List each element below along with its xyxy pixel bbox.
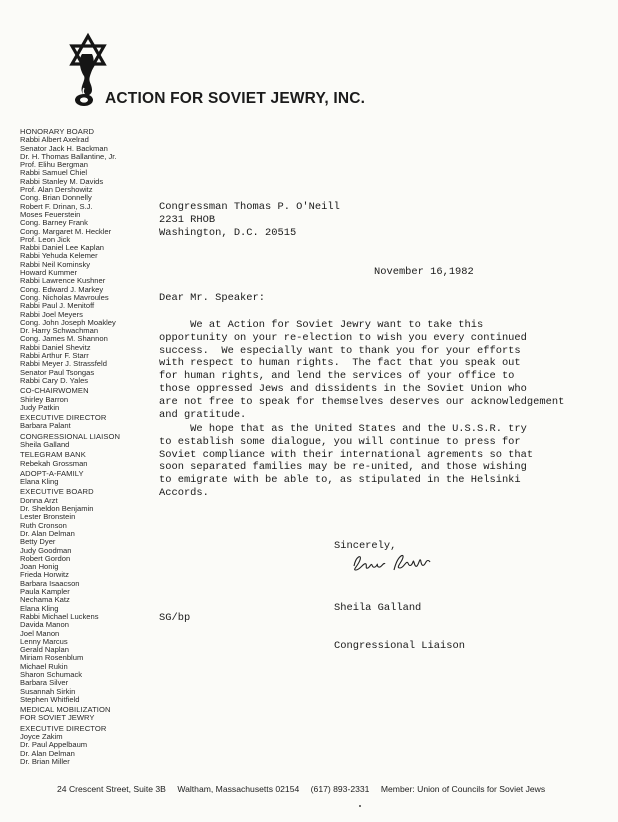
board-member-name: Joyce Zakim (20, 733, 63, 742)
board-member-name: Rabbi Meyer J. Strassfeld (20, 360, 107, 369)
board-member-name: Rebekah Grossman (20, 459, 88, 468)
recipient-line: Congressman Thomas P. O'Neill (159, 201, 340, 213)
board-member-name: Elana Kling (20, 478, 59, 487)
board-member-name: Judy Patkin (20, 403, 60, 412)
board-member-name: Cong. Edward J. Markey (20, 285, 104, 294)
board-member-name: Rabbi Joel Meyers (20, 310, 83, 319)
board-member-name: Rabbi Lawrence Kushner (20, 277, 106, 286)
board-member-name: Frieda Horwitz (20, 571, 69, 580)
footer-member: Member: Union of Councils for Soviet Jews (380, 784, 546, 794)
board-section (20, 387, 160, 412)
board-member-name: Paula Kampler (20, 588, 70, 597)
board-section (20, 725, 160, 766)
board-member-name: Prof. Leon Jick (20, 235, 71, 244)
board-section (20, 433, 160, 450)
letter-line: are not free to speak for themselves deserves our acknowledgement (159, 395, 565, 408)
board-member-name: Dr. Paul Appelbaum (20, 741, 88, 750)
board-member-name: Shirley Barron (20, 395, 69, 404)
board-member-name: Joan Honig (20, 563, 59, 572)
recipient-line: Washington, D.C. 20515 (159, 226, 297, 239)
letter-line: opportunity on your re-election to wish you every continued (159, 331, 527, 344)
board-member-name: Barbara Isaacson (20, 579, 80, 588)
letter-line: Soviet compliance with their international agrements so that (159, 448, 534, 461)
letter-line: We hope that as the United States and the U.S.S.R. try (159, 423, 527, 435)
board-member-name: Dr. H. Thomas Ballantine, Jr. (20, 152, 117, 161)
board-member-name: Sharon Schumack (20, 671, 83, 679)
board-section-heading: EXECUTIVE DIRECTOR (20, 414, 107, 423)
board-section-heading: CO-CHAIRWOMEN (20, 387, 89, 396)
board-section-heading: HONORARY BOARD (20, 128, 95, 136)
letter-line: and gratitude. (159, 408, 247, 421)
board-member-name: Michael Rukin (20, 662, 68, 671)
board-member-name: Stephen Whitfield (20, 695, 80, 704)
board-section-heading: ADOPT-A-FAMILY (20, 469, 84, 478)
board-member-name: Senator Jack H. Backman (20, 144, 108, 153)
board-member-name: Ruth Cronson (20, 521, 67, 530)
board-section (20, 414, 160, 431)
letter-line: Accords. (159, 486, 209, 499)
board-member-name: Cong. Margaret M. Heckler (20, 227, 112, 236)
footer-city: Waltham, Massachusetts 02154 (177, 784, 300, 794)
salutation: Dear Mr. Speaker: (159, 292, 266, 304)
letter-line: success. We especially want to thank you for your efforts (159, 344, 521, 357)
board-member-name: Joel Manon (20, 629, 60, 638)
organization-name: ACTION FOR SOVIET JEWRY, INC. (105, 90, 366, 107)
board-member-name: Rabbi Michael Luckens (20, 612, 99, 621)
board-member-name: Rabbi Daniel Shevitz (20, 343, 91, 352)
board-member-name: Moses Feuerstein (20, 210, 81, 219)
board-member-name: Cong. Nicholas Mavroules (20, 293, 109, 302)
board-member-name: Gerald Naplan (20, 646, 69, 655)
board-member-name: Judy Goodman (20, 546, 72, 555)
board-member-name: Dr. Harry Schwachman (20, 327, 99, 336)
letter-paragraph (159, 319, 564, 421)
handwritten-signature (350, 548, 434, 576)
letter-line: for human rights, and lend the services of your office to (159, 370, 515, 383)
recipient-address (159, 201, 340, 239)
board-member-name: Rabbi Samuel Chiel (20, 169, 88, 178)
board-member-name: Howard Kummer (20, 269, 77, 278)
board-member-name: Susannah Sirkin (20, 687, 76, 696)
board-member-name: Cong. John Joseph Moakley (20, 318, 116, 327)
signer-name: Sheila Galland (334, 601, 422, 614)
board-member-name: Rabbi Yehuda Kelemer (20, 252, 98, 261)
board-member-name: Rabbi Cary D. Yales (20, 376, 89, 385)
board-member-name: Rabbi Daniel Lee Kaplan (20, 244, 105, 253)
footer-phone: (617) 893-2331 (310, 784, 370, 794)
board-section (20, 128, 160, 385)
letter-line: with respect to human rights. The fact that you speak out (159, 357, 521, 370)
board-section (20, 470, 160, 487)
signer-block (334, 576, 465, 666)
letter-line: soon separated families may be re-united, and those wishing (159, 461, 527, 474)
board-member-name: Lester Bronstein (20, 513, 76, 522)
board-member-name: Cong. Brian Donnelly (20, 194, 92, 203)
board-member-name: Robert Gordon (20, 554, 71, 563)
board-section (20, 451, 160, 468)
typist-initials: SG/bp (159, 612, 191, 624)
board-member-name: Cong. Barney Frank (20, 219, 88, 228)
letter-paragraph (159, 423, 533, 500)
board-member-name: Miriam Rosenblum (20, 654, 84, 663)
board-member-name: Senator Paul Tsongas (20, 368, 95, 377)
signer-title: Congressional Liaison (334, 639, 465, 652)
letter-date: November 16,1982 (374, 266, 474, 278)
letter-line: those oppressed Jews and dissidents in the Soviet Union who (159, 382, 527, 395)
recipient-line: 2231 RHOB (159, 213, 216, 226)
board-member-name: Prof. Alan Dershowitz (20, 186, 93, 195)
footer-street: 24 Crescent Street, Suite 3B (57, 784, 166, 794)
board-member-name: FOR SOVIET JEWRY (20, 714, 95, 723)
board-member-name: Barbara Palant (20, 422, 71, 431)
board-member-name: Dr. Alan Delman (20, 749, 75, 758)
board-section-heading: EXECUTIVE BOARD (20, 488, 94, 497)
page-mark (359, 805, 361, 807)
board-member-name: Nechama Katz (20, 596, 70, 605)
footer-address (57, 784, 597, 794)
board-section-heading: MEDICAL MOBILIZATION (20, 706, 111, 715)
board-member-name: Rabbi Albert Axelrad (20, 136, 89, 145)
board-member-name: Cong. James M. Shannon (20, 335, 108, 344)
board-member-name: Elana Kling (20, 604, 59, 613)
board-section-heading: TELEGRAM BANK (20, 451, 86, 460)
board-member-name: Donna Arzt (20, 496, 58, 505)
board-member-name: Rabbi Paul J. Menitoff (20, 302, 95, 311)
board-member-name: Dr. Sheldon Benjamin (20, 505, 94, 514)
board-member-name: Rabbi Arthur F. Starr (20, 352, 89, 361)
board-section-heading: CONGRESSIONAL LIAISON (20, 432, 121, 441)
board-section-heading: EXECUTIVE DIRECTOR (20, 724, 107, 733)
board-listing (20, 128, 160, 766)
board-member-name: Betty Dyer (20, 538, 56, 547)
board-member-name: Sheila Galland (20, 440, 70, 449)
letter-line: to emigrate with be able to, as stipulated in the Helsinki (159, 474, 521, 487)
closing: Sincerely, (334, 540, 397, 552)
board-section (20, 706, 160, 723)
board-member-name: Prof. Elihu Bergman (20, 161, 88, 170)
letter-line: to establish some dialogue, you will continue to press for (159, 435, 521, 448)
board-member-name: Barbara Silver (20, 679, 69, 688)
board-member-name: Lenny Marcus (20, 637, 68, 646)
board-member-name: Dr. Brian Miller (20, 757, 70, 766)
board-section (20, 488, 160, 704)
board-member-name: Robert F. Drinan, S.J. (20, 202, 93, 211)
board-member-name: Dr. Alan Delman (20, 529, 75, 538)
letter-line: We at Action for Soviet Jewry want to take this (159, 319, 484, 331)
board-member-name: Davida Manon (20, 621, 69, 630)
board-member-name: Rabbi Stanley M. Davids (20, 177, 104, 186)
board-member-name: Rabbi Neil Kominsky (20, 260, 91, 269)
